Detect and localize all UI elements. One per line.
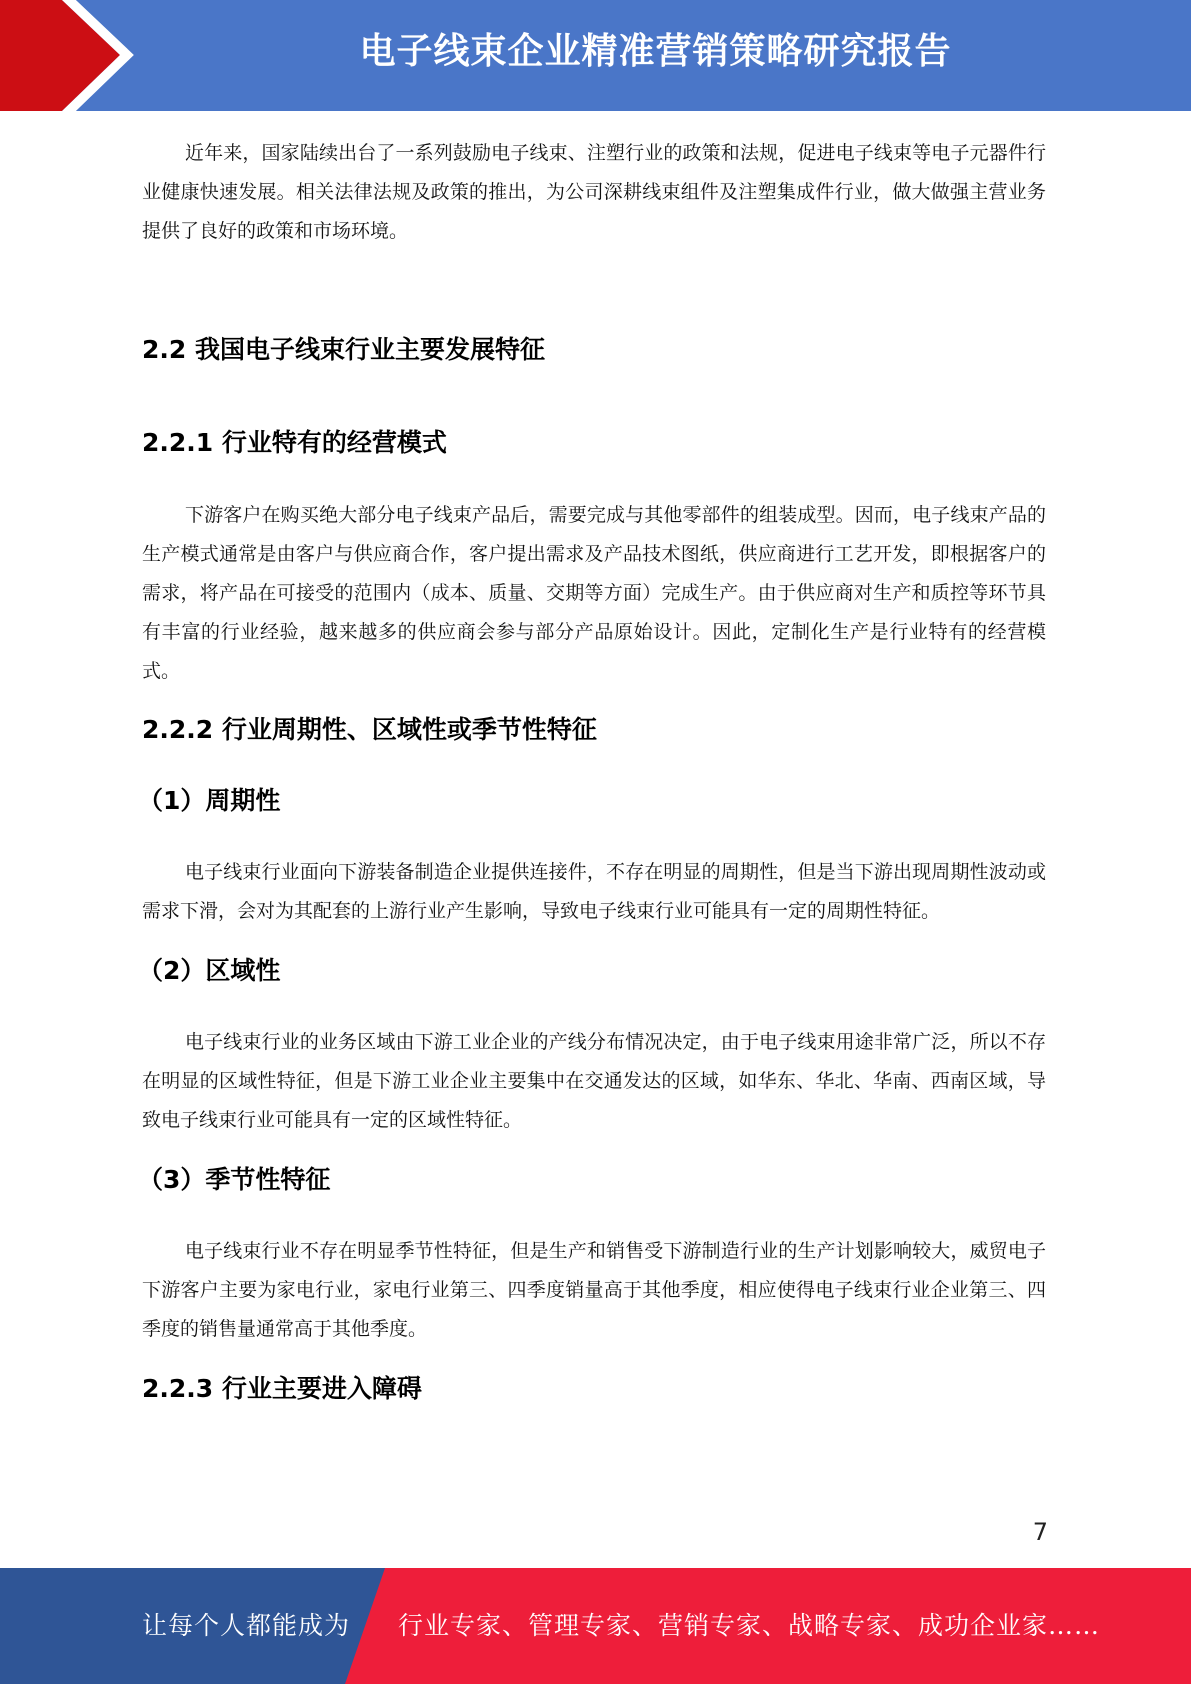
header-chevron-decoration	[0, 0, 160, 111]
footer-slogan-right: 行业专家、管理专家、营销专家、战略专家、成功企业家……	[398, 1611, 1101, 1640]
section-heading-2-2-1: 2.2.1 行业特有的经营模式	[142, 428, 447, 457]
subheading-cyclical: （1）周期性	[138, 786, 281, 815]
page-number: 7	[1032, 1518, 1048, 1546]
cyclical-paragraph: 电子线束行业面向下游装备制造企业提供连接件，不存在明显的周期性，但是当下游出现周期性波动或需求下滑，会对为其配套的上游行业产生影响，导致电子线束行业可能具有一定的周期性特征。	[142, 861, 1046, 922]
page-header	[0, 0, 1191, 111]
seasonal-paragraph: 电子线束行业不存在明显季节性特征，但是生产和销售受下游制造行业的生产计划影响较大，威贸电子下游客户主要为家电行业，家电行业第三、四季度销量高于其他季度，相应使得电子线束行业企业第三、四季度的销售量通常高于其他季度。	[142, 1240, 1046, 1340]
business-model-paragraph: 下游客户在购买绝大部分电子线束产品后，需要完成与其他零部件的组装成型。因而，电子线束产品的生产模式通常是由客户与供应商合作，客户提出需求及产品技术图纸，供应商进行工艺开发，即根据客户的需求，将产品在可接受的范围内（成本、质量、交期等方面）完成生产。由于供应商对生产和质控等环节具有丰富的行业经验，越来越多的供应商会参与部分产品原始设计。因此，定制化生产是行业特有的经营模式。	[142, 504, 1046, 682]
section-heading-2-2-2: 2.2.2 行业周期性、区域性或季节性特征	[142, 715, 597, 744]
section-heading-2-2: 2.2 我国电子线束行业主要发展特征	[142, 335, 545, 364]
subheading-regional: （2）区域性	[138, 956, 281, 985]
section-heading-2-2-3: 2.2.3 行业主要进入障碍	[142, 1374, 422, 1403]
regional-paragraph: 电子线束行业的业务区域由下游工业企业的产线分布情况决定，由于电子线束用途非常广泛，所以不存在明显的区域性特征，但是下游工业企业主要集中在交通发达的区域，如华东、华北、华南、西南区域，导致电子线束行业可能具有一定的区域性特征。	[142, 1031, 1046, 1131]
subheading-seasonal: （3）季节性特征	[138, 1165, 331, 1194]
intro-paragraph: 近年来，国家陆续出台了一系列鼓励电子线束、注塑行业的政策和法规，促进电子线束等电子元器件行业健康快速发展。相关法律法规及政策的推出，为公司深耕线束组件及注塑集成件行业，做大做强主营业务提供了良好的政策和市场环境。	[142, 142, 1046, 242]
page-footer	[0, 1568, 1191, 1684]
footer-slogan-left: 让每个人都能成为	[142, 1611, 351, 1640]
report-title: 电子线束企业精准营销策略研究报告	[359, 31, 952, 72]
page-content	[138, 134, 1046, 1405]
